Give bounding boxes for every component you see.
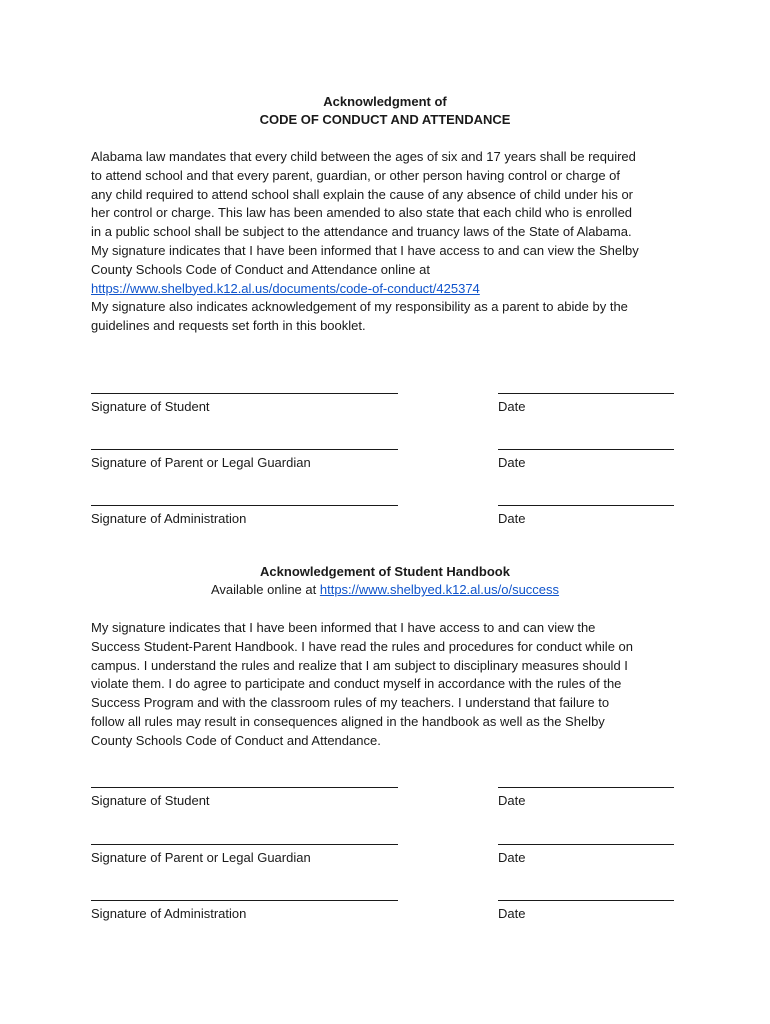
date-label: Date [498, 850, 526, 865]
student-signature-line[interactable] [91, 786, 398, 788]
date-line[interactable] [498, 448, 674, 450]
signature-label: Signature of Student [91, 399, 210, 414]
student-signature-line[interactable] [91, 392, 398, 394]
signature-label: Signature of Administration [91, 511, 247, 526]
signature-row-student-2 [0, 772, 770, 812]
administration-signature-line[interactable] [91, 899, 398, 901]
signature-row-parent [0, 434, 770, 474]
administration-signature-line[interactable] [91, 504, 398, 506]
section1-body [91, 148, 681, 336]
parent-signature-line[interactable] [91, 843, 398, 845]
date-line[interactable] [498, 786, 674, 788]
signature-label: Signature of Student [91, 793, 210, 808]
date-label: Date [498, 399, 526, 414]
body-line: her control or charge. This law has been amended to also state that each child who is enrolled [91, 205, 633, 221]
date-label: Date [498, 455, 526, 470]
signature-label: Signature of Parent or Legal Guardian [91, 455, 311, 470]
section2-available-online [0, 581, 770, 599]
signature-label: Signature of Administration [91, 906, 247, 921]
body-line: campus. I understand the rules and realize that I am subject to disciplinary measures should I [91, 657, 628, 673]
date-line[interactable] [498, 392, 674, 394]
available-prefix: Available online at [210, 582, 320, 597]
body-line: My signature indicates that I have been informed that I have access to and can view the [91, 620, 596, 635]
body-line: Alabama law mandates that every child between the ages of six and 17 years shall be required [91, 149, 636, 164]
body-line: County Schools Code of Conduct and Attendance. [91, 732, 381, 748]
body-line: County Schools Code of Conduct and Attendance online at [91, 261, 430, 277]
signature-row-parent-2 [0, 829, 770, 869]
section1-title-line1: Acknowledgment of [323, 94, 447, 109]
body-line: violate them. I do agree to participate and conduct myself in accordance with the rules of the [91, 676, 622, 692]
date-line[interactable] [498, 899, 674, 901]
body-line: any child required to attend school shall explain the cause of any absence of child under his or [91, 186, 634, 202]
date-line[interactable] [498, 843, 674, 845]
date-label: Date [498, 793, 526, 808]
signature-label: Signature of Parent or Legal Guardian [91, 850, 311, 865]
body-line: to attend school and that every parent, guardian, or other person having control or charge of [91, 167, 621, 183]
section2-title: Acknowledgement of Student Handbook [260, 564, 510, 579]
signature-row-administration [0, 490, 770, 530]
body-line: Success Program and with the classroom rules of my teachers. I understand that failure to [91, 695, 610, 711]
body-line: Success Student-Parent Handbook. I have read the rules and procedures for conduct while on [91, 638, 633, 654]
body-line: My signature also indicates acknowledgement of my responsibility as a parent to abide by the [91, 299, 628, 315]
signature-row-student [0, 378, 770, 418]
date-line[interactable] [498, 504, 674, 506]
handbook-link[interactable]: https://www.shelbyed.k12.al.us/o/success [319, 582, 560, 597]
parent-signature-line[interactable] [91, 448, 398, 450]
date-label: Date [498, 511, 526, 526]
code-of-conduct-link[interactable]: https://www.shelbyed.k12.al.us/documents/code-of-conduct/425374 [91, 280, 480, 296]
section1-title-line2: CODE OF CONDUCT AND ATTENDANCE [259, 112, 511, 127]
body-line: guidelines and requests set forth in this booklet. [91, 318, 366, 334]
date-label: Date [498, 906, 526, 921]
body-line: My signature indicates that I have been informed that I have access to and can view the Shelby [91, 242, 639, 258]
signature-row-administration-2 [0, 885, 770, 925]
section2-body [91, 619, 681, 751]
body-line: follow all rules may result in consequences aligned in the handbook as well as the Shelby [91, 713, 605, 729]
body-line: in a public school shall be subject to the attendance and truancy laws of the State of Alabama. [91, 224, 632, 240]
